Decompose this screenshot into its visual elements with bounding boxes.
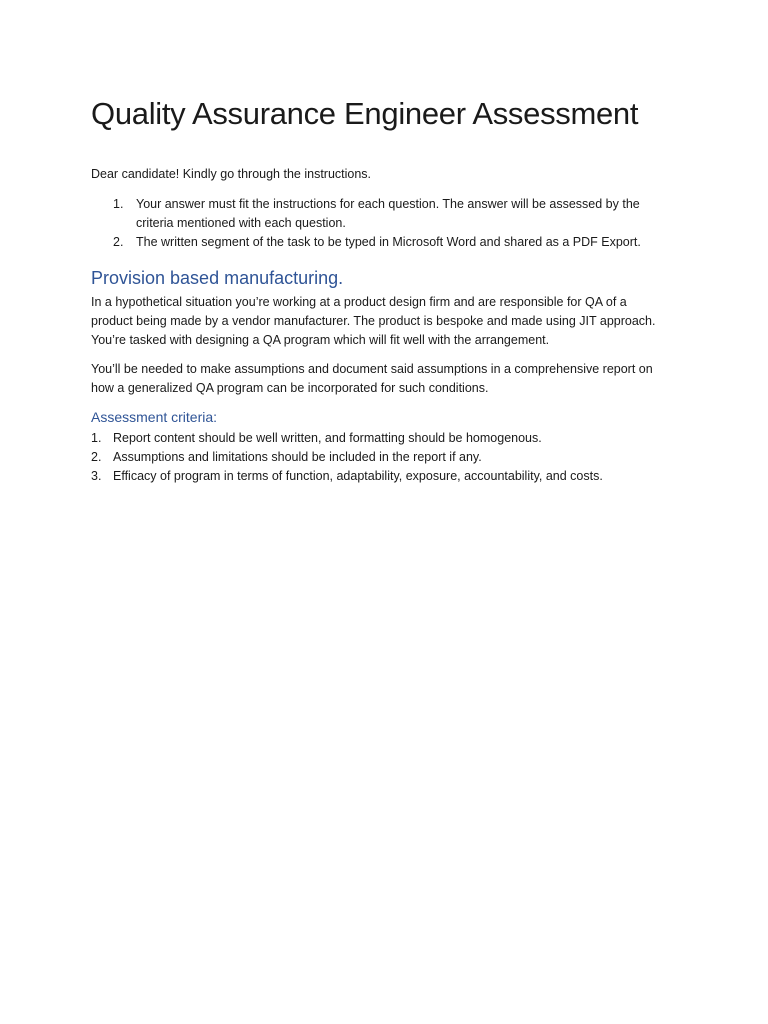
criteria-heading: Assessment criteria: bbox=[91, 409, 218, 425]
list-item bbox=[91, 233, 661, 252]
list-item-text: Report content should be well written, and formatting should be homogenous. bbox=[113, 431, 542, 445]
list-item-text: Assumptions and limitations should be included in the report if any. bbox=[113, 450, 482, 464]
section-paragraph: In a hypothetical situation you’re working at a product design firm and are responsible for QA of a product being made by a vendor manufacturer. The product is bespoke and made using JIT approach. You’re tasked with designing a QA program which will fit well with the arrangement. bbox=[91, 295, 656, 347]
list-item-text: The written segment of the task to be typed in Microsoft Word and shared as a PDF Export. bbox=[136, 235, 641, 249]
list-number: 1. bbox=[113, 197, 124, 211]
document-title: Quality Assurance Engineer Assessment bbox=[91, 96, 639, 131]
list-item bbox=[91, 429, 671, 448]
list-item bbox=[91, 448, 671, 467]
section-heading: Provision based manufacturing. bbox=[91, 268, 344, 288]
list-item-text: Efficacy of program in terms of function, adaptability, exposure, accountability, and costs. bbox=[113, 469, 603, 483]
instructions-list bbox=[91, 195, 661, 252]
criteria-list bbox=[91, 429, 671, 486]
list-number: 3. bbox=[91, 469, 102, 483]
list-item-text: Your answer must fit the instructions for each question. The answer will be assessed by the criteria mentioned with each question. bbox=[136, 197, 640, 230]
section-paragraph: You’ll be needed to make assumptions and document said assumptions in a comprehensive report on how a generalized QA program can be incorporated for such conditions. bbox=[91, 362, 653, 395]
list-item bbox=[91, 195, 661, 233]
list-number: 1. bbox=[91, 431, 102, 445]
list-number: 2. bbox=[91, 450, 102, 464]
list-number: 2. bbox=[113, 235, 124, 249]
list-item bbox=[91, 467, 671, 486]
intro-text: Dear candidate! Kindly go through the instructions. bbox=[91, 167, 372, 181]
